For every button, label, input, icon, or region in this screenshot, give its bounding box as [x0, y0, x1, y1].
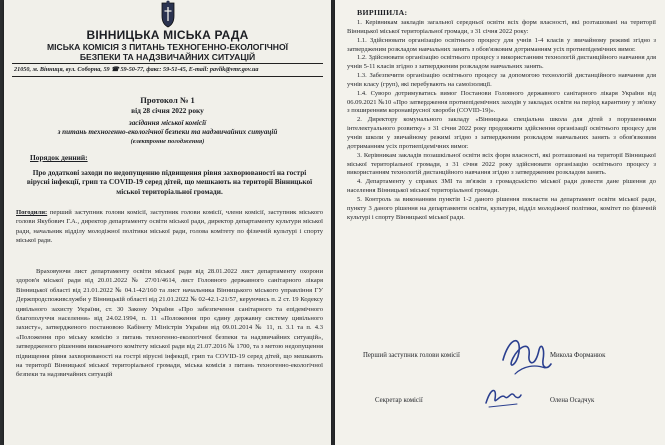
decision-item: 4. Департаменту у справах ЗМІ та зв'язків з громадськістю міської ради довести дане рішення до населення Вінницької міської територіальної громади. [347, 178, 656, 195]
secretary-title: Секретар комісії [375, 397, 423, 404]
deputy-chair-title: Перший заступник голови комісії [363, 352, 460, 359]
meeting-title: засідання міської комісії [128, 119, 207, 127]
secretary-signature-icon [483, 383, 523, 409]
commission-title-line1: МІСЬКА КОМІСІЯ З ПИТАНЬ ТЕХНОГЕННО-ЕКОЛОГІЧНОЇ [46, 42, 289, 52]
address-divider [12, 76, 323, 77]
council-address: 21050, м. Вінниця, вул. Соборна, 59 ☎ 59-50-77, факс: 59-51-45, E-mail: pavlik@vmr.gov.ua [14, 66, 259, 73]
decision-item: 3. Керівникам закладів позашкільної освіти всіх форм власності, які розташовані на території Вінницької міської територіальної громади, з 31 січня 2022 року здійснювати організацію освітнього процесу з використанням технологій дистанційного навчання згідно з затвердженим розкладом занять. [347, 151, 656, 177]
secretary-name: Олена Осадчук [550, 397, 595, 404]
commission-title-line2: БЕЗПЕКИ ТА НАДЗВИЧАЙНИХ СИТУАЦІЙ [79, 52, 256, 62]
deputy-chair-name: Микола Форманюк [550, 352, 606, 359]
protocol-number: Протокол № 1 [140, 95, 195, 105]
agenda-heading: Порядок денний: [30, 153, 88, 162]
header-divider [12, 63, 323, 64]
considering-paragraph: Враховуючи лист департаменту освіти міської ради від 28.01.2022 лист департаменту охорони здоров'я міської ради від 20.01.2022 № 27/01/4614, лист Головного державного санітарного лікаря Вінницької області від 21.01.2022 № 04.1-42/160 та лист начальника Вінницького міського управління ГУ Держпродспоживслужби у Вінницькій області від 21.01.2022 № 02-42.1-21/57, керуючись п. 2 ст. 19 Кодексу цивільного захисту України, ст. 30 Закону України «Про забезпечення санітарного та епідемічного благополуччя населення» від 24.02.1994, п. 11 «Положення про єдину державну систему цивільного захисту», затвердженого постановою Кабінету Міністрів України від 09.01.2014 № 11, п. 3.1 та п. 4.3 «Положення про міську комісію з питань техногенно-екологічної безпеки та надзвичайних ситуацій», затвердженого рішенням виконавчого комітету міської ради від 21.07.2016 № 1700, та з метою недопущення підвищення рівня захворюваності на гострі вірусні інфекції, грип та COVID-19 серед дітей, що мешкають на території Вінницької міської територіальної громади, міська комісія з питань техногенно-екологічної безпеки та надзвичайних ситуацій [16, 268, 323, 379]
protocol-page-left [4, 0, 331, 445]
decision-item: 1.4. Суворо дотримуватись вимог Постанови Головного державного санітарного лікаря України від 06.09.2021 №10 «Про затвердження протиепідемічних заходів у закладах освіти на період карантину у зв'язку з поширенням коронавірусної хвороби (COVID-19)». [347, 89, 656, 115]
decision-item: 2. Директору комунального закладу «Вінницька спеціальна школа для дітей з порушеннями інтелектуального розвитку» з 31 січня 2022 року продовжити здійснення організації освітнього процесу для учнів школи у звичайному режимі згідно з затвердженим розкладом навчальних занять з обов'язковим дотриманням усіх протиепідемічних вимог. [347, 116, 656, 150]
decision-item: 1. Керівникам закладів загальної середньої освіти всіх форм власності, які розташовані на території Вінницької міської територіальної громади, з 31 січня 2022 року: [347, 19, 656, 35]
protocol-date: від 28 січня 2022 року [131, 106, 204, 115]
protocol-page-right [335, 0, 665, 445]
agenda-text: Про додаткові заходи по недопущенню підвищення рівня захворюваності на гострі вірусні інфекції, грип та COVID-19 серед дітей, що мешкають на території Вінницької міської територіальної громади. [26, 168, 313, 196]
decision-item: 5. Контроль за виконанням пунктів 1-2 даного рішення покласти на департамент освіти міської ради, пункту 3 даного рішення на департаменти освіти, культури, відділ молодіжної політики, комітет по фізичній культурі і спорту Вінницької міської ради. [347, 195, 656, 221]
heard-text: перший заступник голови комісії, заступник голови комісії, члени комісії, заступник міського голови Якубович Г.А., директор департаменту освіти міської ради, директор департаменту культури міської ради, начальник відділу молодіжної політики міської ради, голова комітету по фізичній культурі і спорту міської ради. [16, 209, 323, 245]
decision-list [347, 19, 656, 222]
heard-paragraph [16, 208, 323, 246]
meeting-subtitle: з питань техногенно-екологічної безпеки та надзвичайних ситуацій [57, 128, 278, 136]
decision-item: 1.1. Здійснювати організацію освітнього процесу для учнів 1-4 класів у звичайному режимі згідно з затвердженим розкладом навчальних занять з обов'язковим дотриманням усіх протиепідемічних вимог. [347, 36, 656, 53]
meeting-form: (електронне погодження) [130, 138, 205, 145]
heard-label: Погодили: [16, 209, 48, 216]
city-coat-of-arms-icon [160, 0, 176, 28]
decision-item: 1.2. Здійснювати організацію освітнього процесу з використанням технологій дистанційного навчання для учнів 5-11 класів згідно з затвердженим розкладом навчальних занять. [347, 54, 656, 71]
decided-heading: ВИРІШИЛА: [357, 8, 408, 17]
deputy-signature-icon [495, 330, 553, 378]
decision-item: 1.3. Забезпечити організацію освітнього процесу за допомогою технологій дистанційного навчання для учнів класу (груп), які перебувають на самоізоляції. [347, 72, 656, 88]
city-council-title: ВІННИЦЬКА МІСЬКА РАДА [86, 28, 249, 42]
